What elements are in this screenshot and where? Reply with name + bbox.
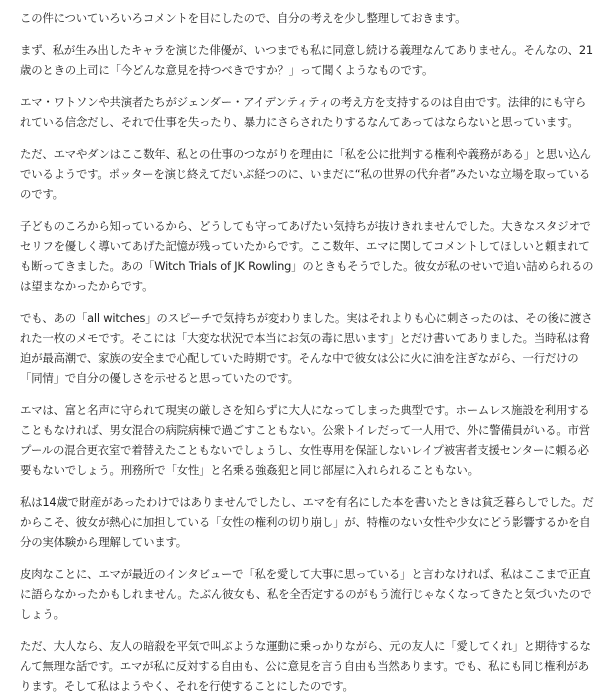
paragraph-5: 子どものころから知っているから、どうしても守ってあげたい気持ちが抜けきれませんでした。大きなスタジオでセリフを優しく導いてあげた記憶が残っていたからです。ここ数年、エマに関してコメントしてほしいと頼まれても断ってきました。あの「Witch Trials of JK Rowling」のときもそうでした。彼女が私のせいで追い詰められるのは望まなかったからです。 [20,219,594,293]
paragraph-2: まず、私が生み出したキャラを演じた俳優が、いつまでも私に同意し続ける義理なんてありません。そんなの、21歳のときの上司に「今どんな意見を持つべきですか？」って聞くようなものです。 [20,43,593,77]
paragraph-6: でも、あの「all witches」のスピーチで気持ちが変わりました。実はそれよりも心に刺さったのは、その後に渡された一枚のメモです。そこには「大変な状況で本当にお気の毒に思います」とだけ書いてありました。当時私は脅迫が最高潮で、家族の安全まで心配していた時期です。そんな中で彼女は公に火に油を注ぎながら、一行だけの「同情」で自分の優しさを示せると思っていたのです。 [20,311,593,385]
paragraph-9: 皮肉なことに、エマが最近のインタビューで「私を愛して大事に思っている」と言わなければ、私はここまで正直に語らなかったかもしれません。たぶん彼女も、私を全否定するのがもう流行じゃなくなってきたと気づいたのでしょう。 [20,567,592,621]
paragraph-1: この件についていろいろコメントを目にしたので、自分の考えを少し整理しておきます。 [20,11,467,25]
paragraph-10: ただ、大人なら、友人の暗殺を平気で叫ぶような運動に乗っかりながら、元の友人に「愛してくれ」と期待するなんて無理な話です。エマが私に反対する自由も、公に意見を言う自由も当然あります。でも、私にも同じ権利があります。そして私はようやく、それを行使することにしたのです。 [20,639,591,693]
paragraph-4: ただ、エマやダンはここ数年、私との仕事のつながりを理由に「私を公に批判する権利や義務がある」と思い込んでいるようです。ポッターを演じ終えてだいぶ経つのに、いまだに“私の世界の代弁者”みたいな立場を取っているのです。 [20,147,591,201]
paragraph-3: エマ・ワトソンや共演者たちがジェンダー・アイデンティティの考え方を支持するのは自由です。法律的にも守られている信念だし、それで仕事を失ったり、暴力にさらされたりするなんてあってはならないと思っています。 [20,95,587,129]
paragraph-7: エマは、富と名声に守られて現実の厳しさを知らずに大人になってしまった典型です。ホームレス施設を利用することもなければ、男女混合の病院病棟で過ごすこともない。公衆トイレだって一人用で、外に警備員がいる。市営プールの混合更衣室で着替えたこともないでしょうし、女性専用を保証しないレイプ被害者支援センターに頼る必要もないでしょう。刑務所で「女性」と名乗る強姦犯と同じ部屋に入れられることもない。 [20,403,590,477]
paragraph-8: 私は14歳で財産があったわけではありませんでしたし、エマを有名にした本を書いたときは貧乏暮らしでした。だからこそ、彼女が熱心に加担している「女性の権利の切り崩し」が、特権のない女性や少女にどう影響するかを自分の実体験から理解しています。 [20,495,594,549]
